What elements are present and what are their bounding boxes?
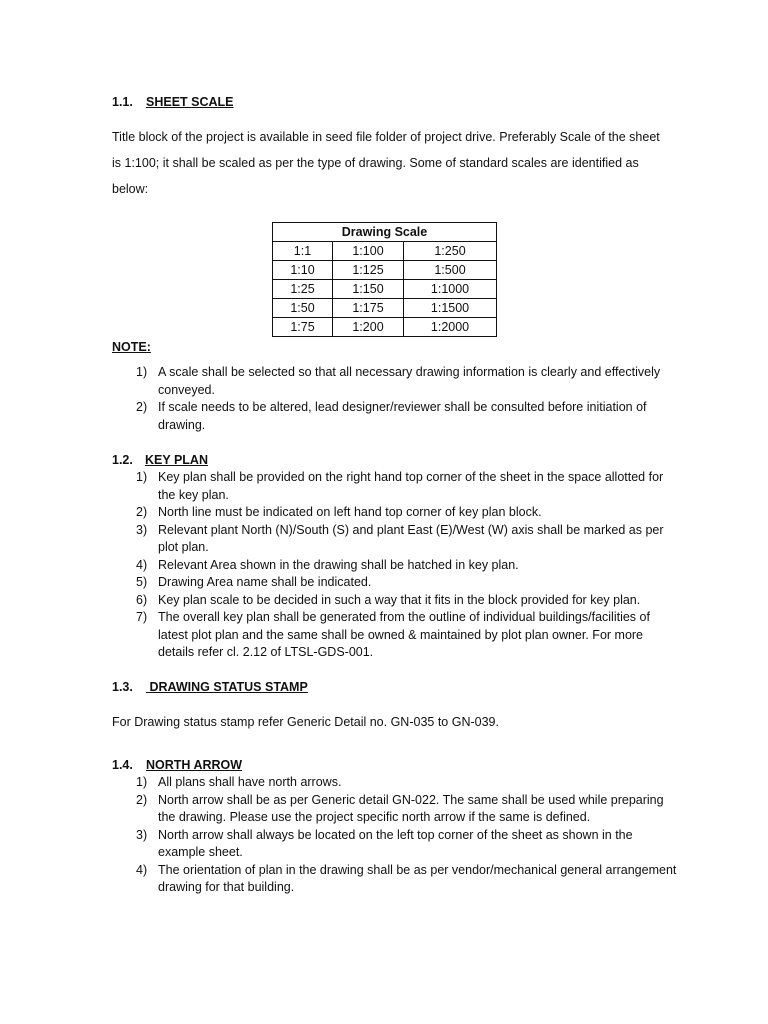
table-cell: 1:50 (273, 299, 333, 318)
table-row (273, 261, 497, 280)
table-cell: 1:175 (333, 299, 404, 318)
section-title: KEY PLAN (145, 453, 208, 467)
table-cell: 1:1 (273, 242, 333, 261)
sheet-scale-paragraph (112, 124, 682, 202)
table-row (273, 242, 497, 261)
table-cell: 1:1500 (404, 299, 497, 318)
list-item: 3) Relevant plant North (N)/South (S) and plant East (E)/West (W) axis shall be marked as per plot plan. (136, 522, 664, 554)
section-heading-key-plan (112, 452, 208, 470)
table-cell: 1:250 (404, 242, 497, 261)
drawing-scale-table (272, 222, 497, 337)
section-title: SHEET SCALE (146, 95, 234, 109)
list-item: 1) All plans shall have north arrows. (136, 775, 342, 789)
notes-list (112, 364, 682, 434)
list-item: 7) The overall key plan shall be generated from the outline of individual buildings/facilities of latest plot plan and the same shall be owned & maintained by plot plan owner. For more details refer cl. 2.12 of LTSL-GDS-001. (136, 610, 650, 659)
section-number: 1.2. (112, 453, 133, 467)
table-row (273, 299, 497, 318)
section-heading-north-arrow (112, 757, 242, 775)
table-cell: 1:25 (273, 280, 333, 299)
table-cell: 1:1000 (404, 280, 497, 299)
table-row (273, 280, 497, 299)
list-item: 4) The orientation of plan in the drawing shall be as per vendor/mechanical general arrangement drawing for that building. (136, 862, 677, 894)
paragraph-line: below: (112, 182, 149, 196)
section-number: 1.1. (112, 95, 133, 109)
note-label: NOTE: (112, 340, 151, 354)
table-cell: 1:75 (273, 318, 333, 337)
table-cell: 1:10 (273, 261, 333, 280)
list-item: 1) Key plan shall be provided on the right hand top corner of the sheet in the space allotted for the key plan. (136, 470, 664, 502)
list-item: 2) North arrow shall be as per Generic detail GN-022. The same shall be used while preparing the drawing. Please use the project specific north arrow if the same is defined. (136, 792, 664, 824)
table-cell: 1:100 (333, 242, 404, 261)
table-cell: 1:500 (404, 261, 497, 280)
key-plan-list (112, 469, 682, 662)
drawing-status-text: For Drawing status stamp refer Generic Detail no. GN-035 to GN-039. (112, 715, 499, 729)
list-item: 2) North line must be indicated on left hand top corner of key plan block. (136, 505, 542, 519)
table-row (273, 318, 497, 337)
table-cell: 1:125 (333, 261, 404, 280)
list-item: 1) A scale shall be selected so that all necessary drawing information is clearly and effectively conveyed. (136, 365, 661, 397)
list-item: 2) If scale needs to be altered, lead designer/reviewer shall be consulted before initiation of drawing. (136, 400, 647, 432)
section-number: 1.4. (112, 758, 133, 772)
table-cell: 1:2000 (404, 318, 497, 337)
section-title: NORTH ARROW (146, 758, 243, 772)
paragraph-line: is 1:100; it shall be scaled as per the type of drawing. Some of standard scales are identified as (112, 156, 639, 170)
list-item: 6) Key plan scale to be decided in such a way that it fits in the block provided for key plan. (136, 592, 641, 607)
list-item: 4) Relevant Area shown in the drawing shall be hatched in key plan. (136, 557, 519, 572)
section-number: 1.3. (112, 680, 133, 694)
list-item: 3) North arrow shall always be located on the left top corner of the sheet as shown in the example sheet. (136, 827, 633, 859)
north-arrow-list (112, 774, 682, 897)
table-cell: 1:150 (333, 280, 404, 299)
section-title: DRAWING STATUS STAMP (146, 680, 308, 694)
table-cell: 1:200 (333, 318, 404, 337)
list-item: 5) Drawing Area name shall be indicated. (136, 575, 372, 589)
paragraph-line: Title block of the project is available in seed file folder of project drive. Preferably Scale of the sheet (112, 130, 660, 144)
section-heading-drawing-status-stamp (112, 679, 308, 697)
table-header: Drawing Scale (273, 223, 497, 242)
section-heading-sheet-scale (112, 94, 234, 112)
